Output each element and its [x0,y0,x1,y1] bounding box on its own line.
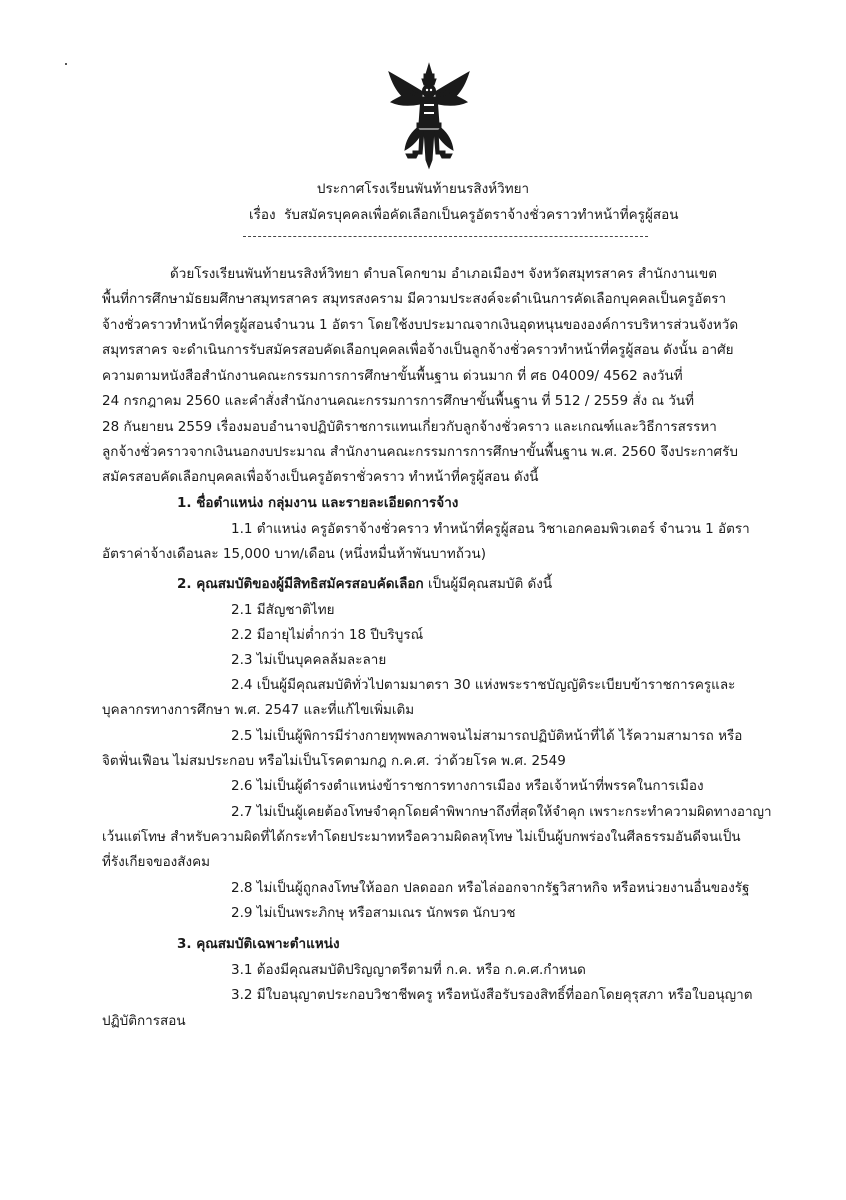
section2-heading-bold: 2. คุณสมบัติของผู้มีสิทธิสมัครสอบคัดเลือก [177,576,424,592]
section2-item: 2.3 ไม่เป็นบุคคลล้มละลาย [231,652,387,668]
section2-item: 2.1 มีสัญชาติไทย [231,602,335,618]
intro-line: ความตามหนังสือสำนักงานคณะกรรมการการศึกษาขั้นพื้นฐาน ด่วนมาก ที่ ศธ 04009/ 4562 ลงวันที่ [102,368,683,384]
intro-line: จ้างชั่วคราวทำหน้าที่ครูผู้สอนจำนวน 1 อัตรา โดยใช้งบประมาณจากเงินอุดหนุนขององค์การบริหารส่วนจังหวัด [102,317,739,333]
section2-item: ที่รังเกียจของสังคม [102,854,211,870]
section2-item: จิตฟั่นเฟือน ไม่สมประกอบ หรือไม่เป็นโรคตามกฎ ก.ค.ศ. ว่าด้วยโรค พ.ศ. 2549 [102,753,566,769]
section3-item: ปฏิบัติการสอน [102,1013,186,1029]
subject-text: รับสมัครบุคคลเพื่อคัดเลือกเป็นครูอัตราจ้างชั่วคราวทำหน้าที่ครูผู้สอน [284,207,679,223]
section1-heading: 1. ชื่อตำแหน่ง กลุ่มงาน และรายละเอียดการจ้าง [177,495,459,511]
announcement-title: ประกาศโรงเรียนพันท้ายนรสิงห์วิทยา [316,181,530,197]
section2-item: 2.4 เป็นผู้มีคุณสมบัติทั่วไปตามมาตรา 30 แห่งพระราชบัญญัติระเบียบข้าราชการครูและ [231,677,736,693]
section1-item: อัตราค่าจ้างเดือนละ 15,000 บาท/เดือน (หนึ่งหมื่นห้าพันบาทถ้วน) [102,546,486,562]
section2-item: 2.9 ไม่เป็นพระภิกษุ หรือสามเณร นักพรต นักบวช [231,905,516,921]
section2-item: 2.8 ไม่เป็นผู้ถูกลงโทษให้ออก ปลดออก หรือไล่ออกจากรัฐวิสาหกิจ หรือหน่วยงานอื่นของรัฐ [231,880,750,896]
section2-item: 2.5 ไม่เป็นผู้พิการมีร่างกายทุพพลภาพจนไม่สามารถปฏิบัติหน้าที่ได้ ไร้ความสามารถ หรือ [231,728,743,744]
intro-line: ลูกจ้างชั่วคราวจากเงินนอกงบประมาณ สำนักงานคณะกรรมการการศึกษาขั้นพื้นฐาน พ.ศ. 2560 จึงประกาศรับ [102,444,738,460]
subject-label: เรื่อง [249,207,276,223]
section3-heading: 3. คุณสมบัติเฉพาะตำแหน่ง [177,936,340,952]
intro-line: ด้วยโรงเรียนพันท้ายนรสิงห์วิทยา ตำบลโคกขาม อำเภอเมืองฯ จังหวัดสมุทรสาคร สำนักงานเขต [170,266,718,282]
intro-line: 28 กันยายน 2559 เรื่องมอบอำนาจปฏิบัติราชการแทนเกี่ยวกับลูกจ้างชั่วคราว และเกณฑ์และวิธีการสรรหา [102,419,717,435]
subject-line [249,206,678,224]
section1-item: 1.1 ตำแหน่ง ครูอัตราจ้างชั่วคราว ทำหน้าที่ครูผู้สอน วิชาเอกคอมพิวเตอร์ จำนวน 1 อัตรา [231,521,750,537]
scan-speck [65,63,67,65]
intro-line: 24 กรกฎาคม 2560 และคำสั่งสำนักงานคณะกรรมการการศึกษาขั้นพื้นฐาน ที่ 512 / 2559 สั่ง ณ วันที่ [102,393,695,409]
section2-item: 2.7 ไม่เป็นผู้เคยต้องโทษจำคุกโดยคำพิพากษาถึงที่สุดให้จำคุก เพราะกระทำความผิดทางอาญา [231,804,772,820]
section2-heading [177,575,552,593]
section2-item: บุคลากรทางการศึกษา พ.ศ. 2547 และที่แก้ไขเพิ่มเติม [102,702,415,718]
intro-line: สมัครสอบคัดเลือกบุคคลเพื่อจ้างเป็นครูอัตราชั่วคราว ทำหน้าที่ครูผู้สอน ดังนี้ [102,469,539,485]
section2-item: เว้นแต่โทษ สำหรับความผิดที่ได้กระทำโดยประมาทหรือความผิดลหุโทษ ไม่เป็นผู้บกพร่องในศีลธรรมอันดีจนเป็น [102,829,741,845]
dashed-divider [243,236,648,237]
section3-item: 3.2 มีใบอนุญาตประกอบวิชาชีพครู หรือหนังสือรับรองสิทธิ์ที่ออกโดยคุรุสภา หรือใบอนุญาต [231,987,753,1003]
intro-line: พื้นที่การศึกษามัธยมศึกษาสมุทรสาคร สมุทรสงคราม มีความประสงค์จะดำเนินการคัดเลือกบุคคลเป็นครูอัตรา [102,291,727,307]
intro-line: สมุทรสาคร จะดำเนินการรับสมัครสอบคัดเลือกบุคคลเพื่อจ้างเป็นลูกจ้างชั่วคราวทำหน้าที่ครูผู้สอน ดังนั้น อาศัย [102,342,734,358]
section2-item: 2.2 มีอายุไม่ต่ำกว่า 18 ปีบริบูรณ์ [231,627,424,643]
section3-item: 3.1 ต้องมีคุณสมบัติปริญญาตรีตามที่ ก.ค. หรือ ก.ค.ศ.กำหนด [231,962,586,978]
garuda-emblem-icon [388,62,470,170]
section2-heading-rest: เป็นผู้มีคุณสมบัติ ดังนี้ [423,576,553,592]
section2-item: 2.6 ไม่เป็นผู้ดำรงตำแหน่งข้าราชการทางการเมือง หรือเจ้าหน้าที่พรรคในการเมือง [231,778,704,794]
